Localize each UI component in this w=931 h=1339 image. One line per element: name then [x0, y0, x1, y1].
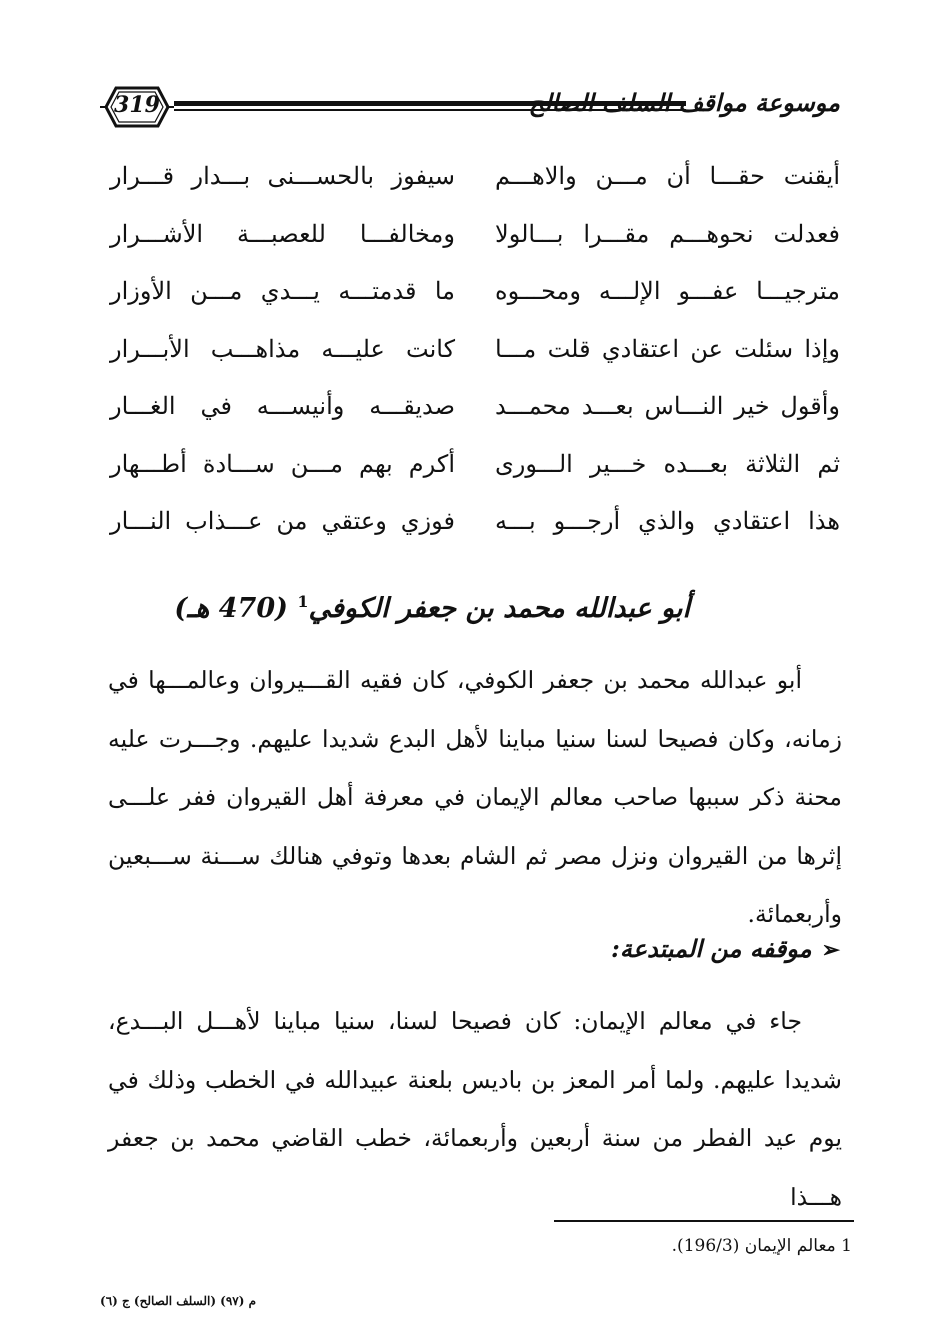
poem-verse: [110, 148, 840, 206]
biography-name: أبو عبدالله محمد بن جعفر الكوفي: [308, 593, 690, 624]
section-heading: [560, 934, 840, 963]
verse-second-hemistich: كانت عليـــه مذاهـــب الأبـــرار: [110, 334, 455, 363]
poem-verse: [110, 321, 840, 379]
biography-paragraph: [108, 651, 842, 944]
page-number: 319: [114, 92, 160, 118]
verse-second-hemistich: ما قدمتـــه يـــدي مـــن الأوزار: [110, 277, 455, 305]
page-header: [100, 82, 840, 132]
verse-second-hemistich: سيفوز بالحســـنى بـــدار قـــرار: [110, 162, 455, 190]
verse-first-hemistich: أيقنت حقـــا أن مـــن والاهـــم: [495, 162, 840, 190]
footnote: 1 معالم الإيمان (196/3).: [671, 1236, 852, 1256]
verse-second-hemistich: أكرم بهم مـــن ســـادة أطـــهار: [110, 449, 455, 478]
arrow-bullet-icon: ➢: [821, 937, 840, 963]
section-text: جاء في معالم الإيمان: كان فصيحا لسنا، سنيا مباينا لأهـــل البـــدع، شديدا عليهم. ولما أمر المعز بن باديس بلعنة عبيدالله في الخطب وذلك في يوم عيد الفطر من سنة أربعين وأربعمائة، خطب القاضي محمد بن جعفر هـــذا: [108, 1007, 842, 1211]
verse-second-hemistich: صديقـــه وأنيســـه في الغـــار: [110, 392, 455, 420]
poem-verse: [110, 263, 840, 321]
poem-verse: [110, 378, 840, 436]
verse-second-hemistich: فوزي وعتقي من عـــذاب النـــار: [110, 507, 455, 535]
poem-verse: [110, 206, 840, 264]
biography-heading: [174, 592, 690, 624]
poem-verse: [110, 436, 840, 494]
poem-verse: [110, 493, 840, 551]
verse-second-hemistich: ومخالفـــا للعصبـــة الأشـــرار: [110, 219, 455, 248]
footnote-marker[interactable]: 1: [297, 592, 309, 611]
verse-first-hemistich: فعدلت نحوهـــم مقـــرا بـــالولا: [495, 219, 840, 248]
footnote-divider: [554, 1220, 854, 1222]
poem: [110, 148, 840, 551]
verse-first-hemistich: ثم الثلاثة بعـــده خـــير الـــورى: [495, 449, 840, 478]
running-title: موسوعة مواقف السلف الصالح: [528, 88, 840, 117]
biography-text: أبو عبدالله محمد بن جعفر الكوفي، كان فقيه القـــيروان وعالمـــها في زمانه، وكان فصيحا لسنا سنيا مباينا لأهل البدع شديدا عليهم. وجـــرت عليه محنة ذكر سببها صاحب معالم الإيمان في معرفة أهل القيروان ففر علـــى إثرها من القيروان ونزل مصر ثم الشام بعدها وتوفي هنالك ســـنة ســـبعين وأربعمائة.: [108, 666, 842, 928]
verse-first-hemistich: وأقول خير النـــاس بعـــد محمـــد: [495, 392, 840, 420]
verse-first-hemistich: مترجيـــا عفـــو الإلـــه ومحـــوه: [495, 277, 840, 305]
section-paragraph: [108, 992, 842, 1226]
verse-first-hemistich: هذا اعتقادي والذي أرجـــو بـــه: [495, 507, 840, 535]
death-date: (470 هـ): [174, 593, 288, 624]
verse-first-hemistich: وإذا سئلت عن اعتقادي قلت مـــا: [495, 334, 840, 363]
section-heading-text: موقفه من المبتدعة:: [611, 934, 812, 963]
page-number-badge: [100, 82, 174, 132]
signature-mark: م (٩٧) (السلف الصالح) ج (٦): [100, 1294, 257, 1308]
